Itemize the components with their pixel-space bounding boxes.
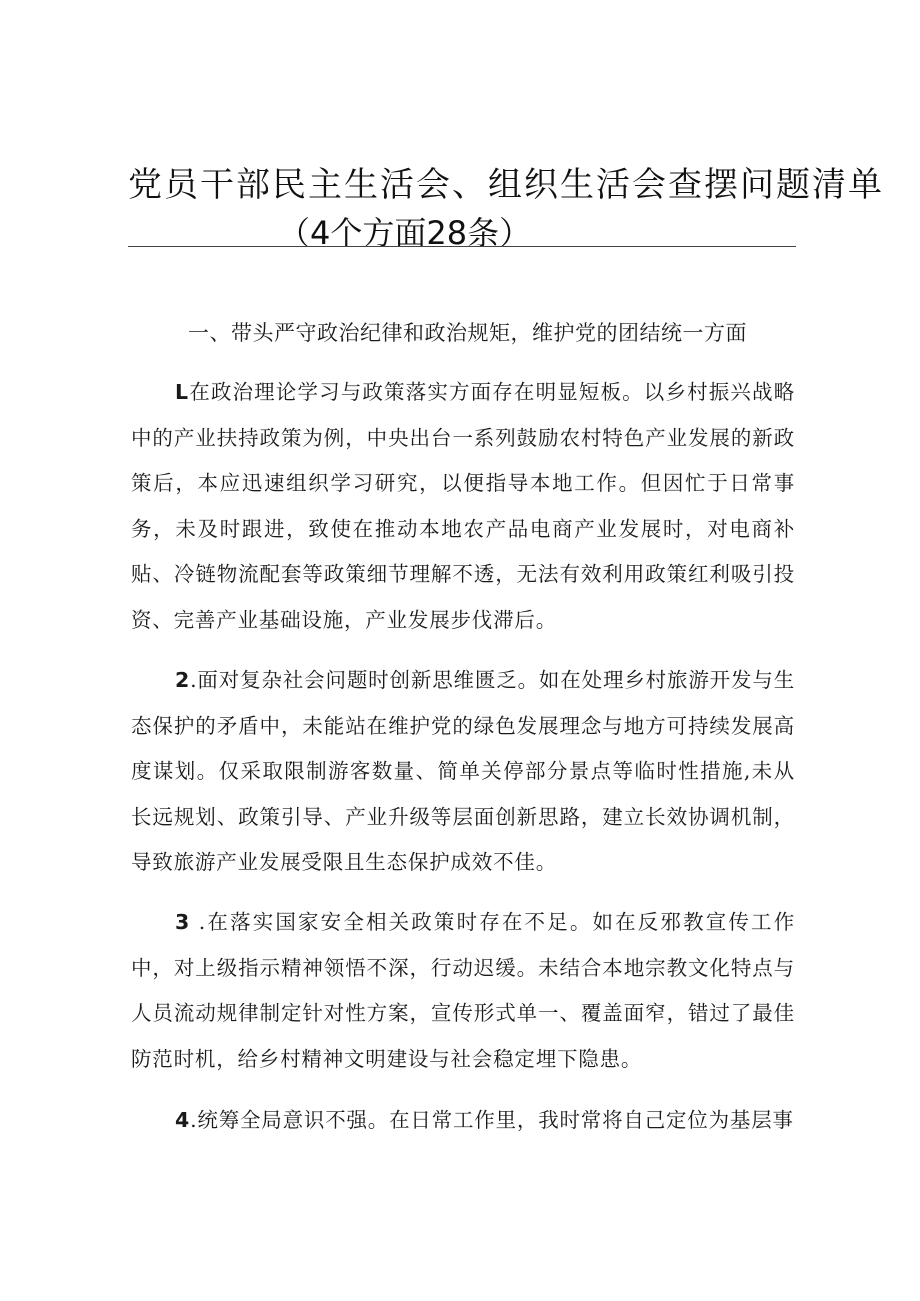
- item-number: 4: [175, 1108, 191, 1132]
- item-text: .统筹全局意识不强。在日常工作里，我时常将自己定位为基层事: [190, 1108, 794, 1132]
- title-underline-divider: [128, 246, 796, 247]
- list-item-3: [131, 900, 795, 1082]
- list-item-2: [131, 658, 795, 886]
- item-text: .在落实国家安全相关政策时存在不足。如在反邪教宣传工作中，对上级指示精神领悟不深，行动迟缓。未结合本地宗教文化特点与人员流动规律制定针对性方案，宣传形式单一、覆盖面窄，错过了最佳防范时机，给乡村精神文明建设与社会稳定埋下隐患。: [131, 910, 795, 1071]
- item-text: 在政治理论学习与政策落实方面存在明显短板。以乡村振兴战略中的产业扶持政策为例，中央出台一系列鼓励农村特色产业发展的新政策后，本应迅速组织学习研究，以便指导本地工作。但因忙于日常事务，未及时跟进，致使在推动本地农产品电商产业发展时，对电商补贴、冷链物流配套等政策细节理解不透，无法有效利用政策红利吸引投资、完善产业基础设施，产业发展步伐滞后。: [131, 380, 795, 632]
- section-heading-1: 一、带头严守政治纪律和政治规矩，维护党的团结统一方面: [188, 321, 747, 345]
- title-line-main: 党员干部民主生活会、组织生活会查摆问题清单: [128, 165, 884, 205]
- list-item-4: [131, 1098, 795, 1144]
- item-text: .面对复杂社会问题时创新思维匮乏。如在处理乡村旅游开发与生态保护的矛盾中，未能站在维护党的绿色发展理念与地方可持续发展高度谋划。仅采取限制游客数量、简单关停部分景点等临时性措施,未从长远规划、政策引导、产业升级等层面创新思路，建立长效协调机制，导致旅游产业发展受限且生态保护成效不佳。: [131, 668, 795, 874]
- item-number: 2: [175, 668, 191, 692]
- item-number: 3: [175, 910, 191, 934]
- item-number: L: [175, 380, 189, 404]
- document-title: [128, 160, 884, 256]
- title-line-subtitle: （4个方面28条）: [278, 214, 532, 252]
- list-item-1: [131, 370, 795, 643]
